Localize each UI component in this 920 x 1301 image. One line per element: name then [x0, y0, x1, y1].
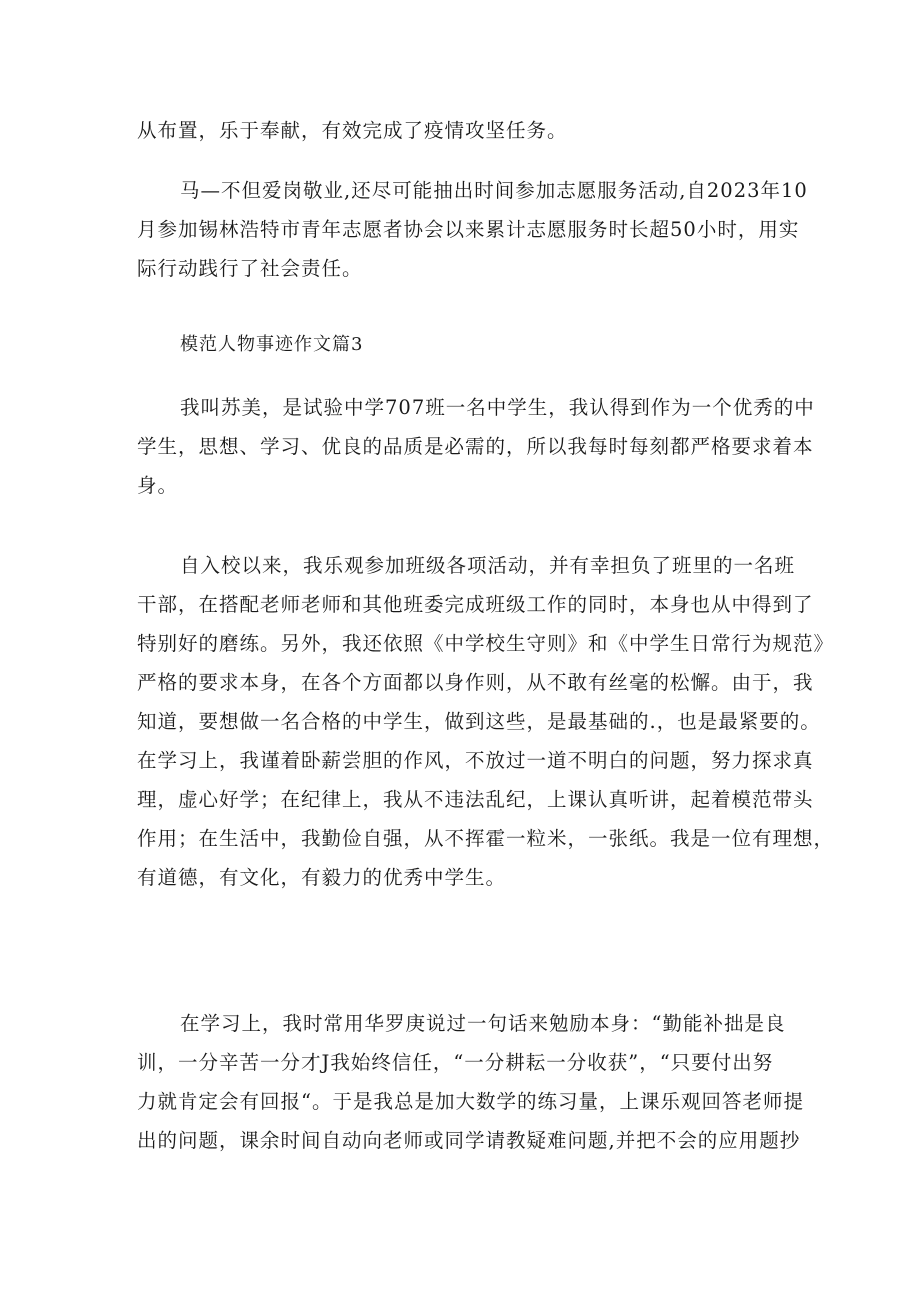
text-line: 从布置，乐于奉献，有效完成了疫情攻坚任务。 — [137, 119, 568, 142]
section-heading — [137, 325, 827, 364]
text-line: 我叫苏美，是试验中学707班一名中学生，我认得到作为一个优秀的中 — [180, 396, 815, 419]
text-line: 有道德，有文化，有毅力的优秀中学生。 — [137, 866, 507, 889]
text-line: 严格的要求本身，在各个方面都以身作则，从不敢有丝毫的松懈。由于，我 — [137, 671, 814, 694]
text-line: 出的问题，课余时间自动向老师或同学请教疑难问题,并把不会的应用题抄 — [137, 1129, 801, 1152]
text-line: 干部，在搭配老师老师和其他班委完成班级工作的同时，本身也从中得到了 — [137, 593, 814, 616]
text-line: 作用；在生活中，我勤俭自强，从不挥霍一粒米，一张纸。我是一位有理想， — [137, 827, 835, 850]
text-line: 训，一分辛苦一分才J我始终信任，“一分耕耘一分收获”，“只要付出努 — [137, 1051, 774, 1074]
text-line: 自入校以来，我乐观参加班级各项活动，并有幸担负了班里的一名班 — [180, 554, 796, 577]
text-line: 理，虚心好学；在纪律上，我从不违法乱纪，上课认真听讲，起着模范带头 — [137, 788, 814, 811]
text-line: 月参加锡林浩特市青年志愿者协会以来累计志愿服务时长超50小时，用实 — [137, 218, 800, 241]
paragraph-study — [137, 1004, 827, 1160]
text-line: 学生，思想、学习、优良的品质是必需的，所以我每时每刻都严格要求着本 — [137, 435, 814, 458]
text-line: 身。 — [137, 474, 179, 497]
text-line: 马—不但爱岗敬业,还尽可能抽出时间参加志愿服务活动,自2023年10 — [180, 179, 808, 202]
text-line: 在学习上，我时常用华罗庚说过一句话来勉励本身：“勤能补拙是良 — [180, 1012, 786, 1035]
text-line: 际行动践行了社会责任。 — [137, 257, 363, 280]
text-line: 力就肯定会有回报“。于是我总是加大数学的练习量，上课乐观回答老师提 — [137, 1090, 804, 1113]
paragraph-intro — [137, 388, 827, 505]
paragraph-school-activities — [137, 546, 835, 897]
text-line: 在学习上，我谨着卧薪尝胆的作风，不放过一道不明白的问题，努力探求真 — [137, 749, 814, 772]
text-line: 知道，要想做一名合格的中学生，做到这些，是最基础的.，也是最紧要的。 — [137, 710, 821, 733]
text-line: 特别好的磨练。另外，我还依照《中学校生守则》和《中学生日常行为规范》 — [137, 632, 835, 655]
paragraph-continuation — [137, 111, 827, 150]
paragraph-volunteer — [137, 171, 827, 288]
heading-text: 模范人物事迹作文篇3 — [180, 334, 364, 355]
